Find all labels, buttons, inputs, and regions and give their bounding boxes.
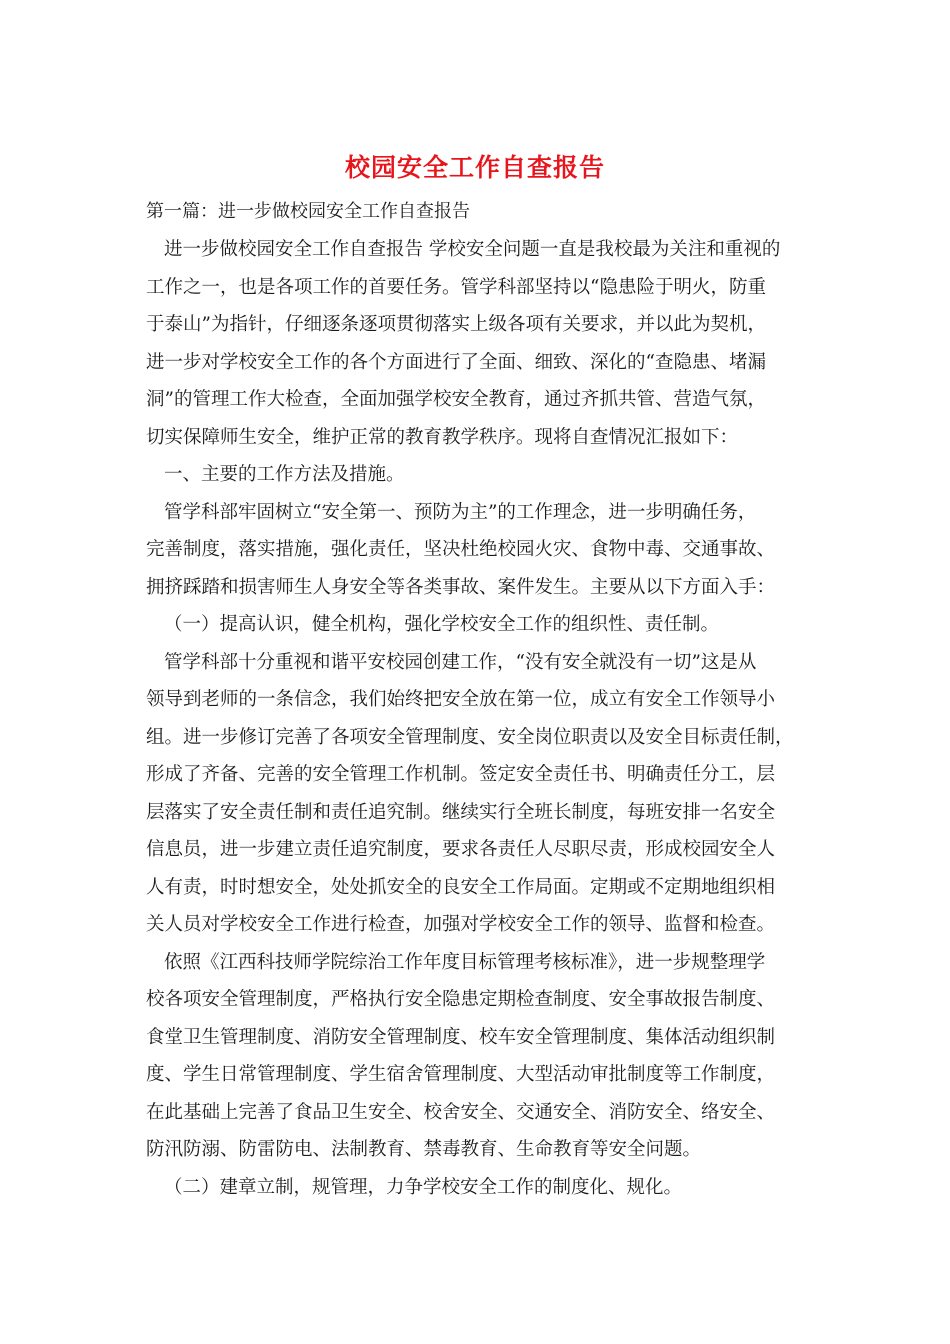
body-line: 依照《江西科技师学院综治工作年度目标管理考核标准》，进一步规整理学 <box>164 951 766 973</box>
body-line: 完善制度，落实措施，强化责任，坚决杜绝校园火灾、食物中毒、交通事故、 <box>146 539 776 560</box>
section-heading: 一、主要的工作方法及措施。 <box>164 464 405 485</box>
body-line: 进一步对学校安全工作的各个方面进行了全面、细致、深化的“查隐患、堵漏 <box>146 351 766 373</box>
body-line: 切实保障师生安全，维护正常的教育教学秩序。现将自查情况汇报如下： <box>146 426 739 448</box>
body-line: 管学科部十分重视和谐平安校园创建工作，“没有安全就没有一切”这是从 <box>164 651 757 673</box>
subsection-heading: （一）提高认识，健全机构，强化学校安全工作的组织性、责任制。 <box>164 614 720 635</box>
body-line: 形成了齐备、完善的安全管理工作机制。签定安全责任书、明确责任分工，层 <box>146 764 776 785</box>
body-line: 防汛防溺、防雷防电、法制教育、禁毒教育、生命教育等安全问题。 <box>146 1139 702 1160</box>
subsection-heading: （二）建章立制，规管理，力争学校安全工作的制度化、规化。 <box>164 1176 683 1198</box>
body-line: 食堂卫生管理制度、消防安全管理制度、校车安全管理制度、集体活动组织制 <box>146 1026 776 1048</box>
body-line: 在此基础上完善了食品卫生安全、校舍安全、交通安全、消防安全、络安全、 <box>146 1101 776 1123</box>
body-line: 校各项安全管理制度，严格执行安全隐患定期检查制度、安全事故报告制度、 <box>146 989 776 1010</box>
body-line: 信息员，进一步建立责任追究制度，要求各责任人尽职尽责，形成校园安全人 <box>146 839 776 860</box>
document-subtitle: 第一篇：进一步做校园安全工作自查报告 <box>146 201 470 222</box>
document-title: 校园安全工作自查报告 <box>344 153 605 182</box>
body-line: 工作之一，也是各项工作的首要任务。管学科部坚持以“隐患险于明火，防重 <box>146 276 766 298</box>
body-line: 领导到老师的一条信念，我们始终把安全放在第一位，成立有安全工作领导小 <box>146 689 776 710</box>
body-line: 层落实了安全责任制和责任追究制。继续实行全班长制度，每班安排一名安全 <box>146 801 776 823</box>
body-line: 拥挤踩踏和损害师生人身安全等各类事故、案件发生。主要从以下方面入手： <box>146 576 776 598</box>
document-body <box>146 231 808 1206</box>
body-line: 于泰山”为指针，仔细逐条逐项贯彻落实上级各项有关要求，并以此为契机， <box>146 314 766 335</box>
body-line: 度、学生日常管理制度、学生宿舍管理制度、大型活动审批制度等工作制度， <box>146 1064 776 1085</box>
body-line: 洞”的管理工作大检查，全面加强学校安全教育，通过齐抓共管、营造气氛， <box>146 389 766 410</box>
body-line: 关人员对学校安全工作进行检查，加强对学校安全工作的领导、监督和检查。 <box>146 914 776 935</box>
body-line: 管学科部牢固树立“安全第一、预防为主”的工作理念，进一步明确任务， <box>164 501 757 523</box>
body-line: 组。进一步修订完善了各项安全管理制度、安全岗位职责以及安全目标责任制， <box>146 726 794 748</box>
body-line: 人有责，时时想安全，处处抓安全的良安全工作局面。定期或不定期地组织相 <box>146 876 776 898</box>
body-line: 进一步做校园安全工作自查报告 学校安全问题一直是我校最为关注和重视的 <box>164 239 781 260</box>
